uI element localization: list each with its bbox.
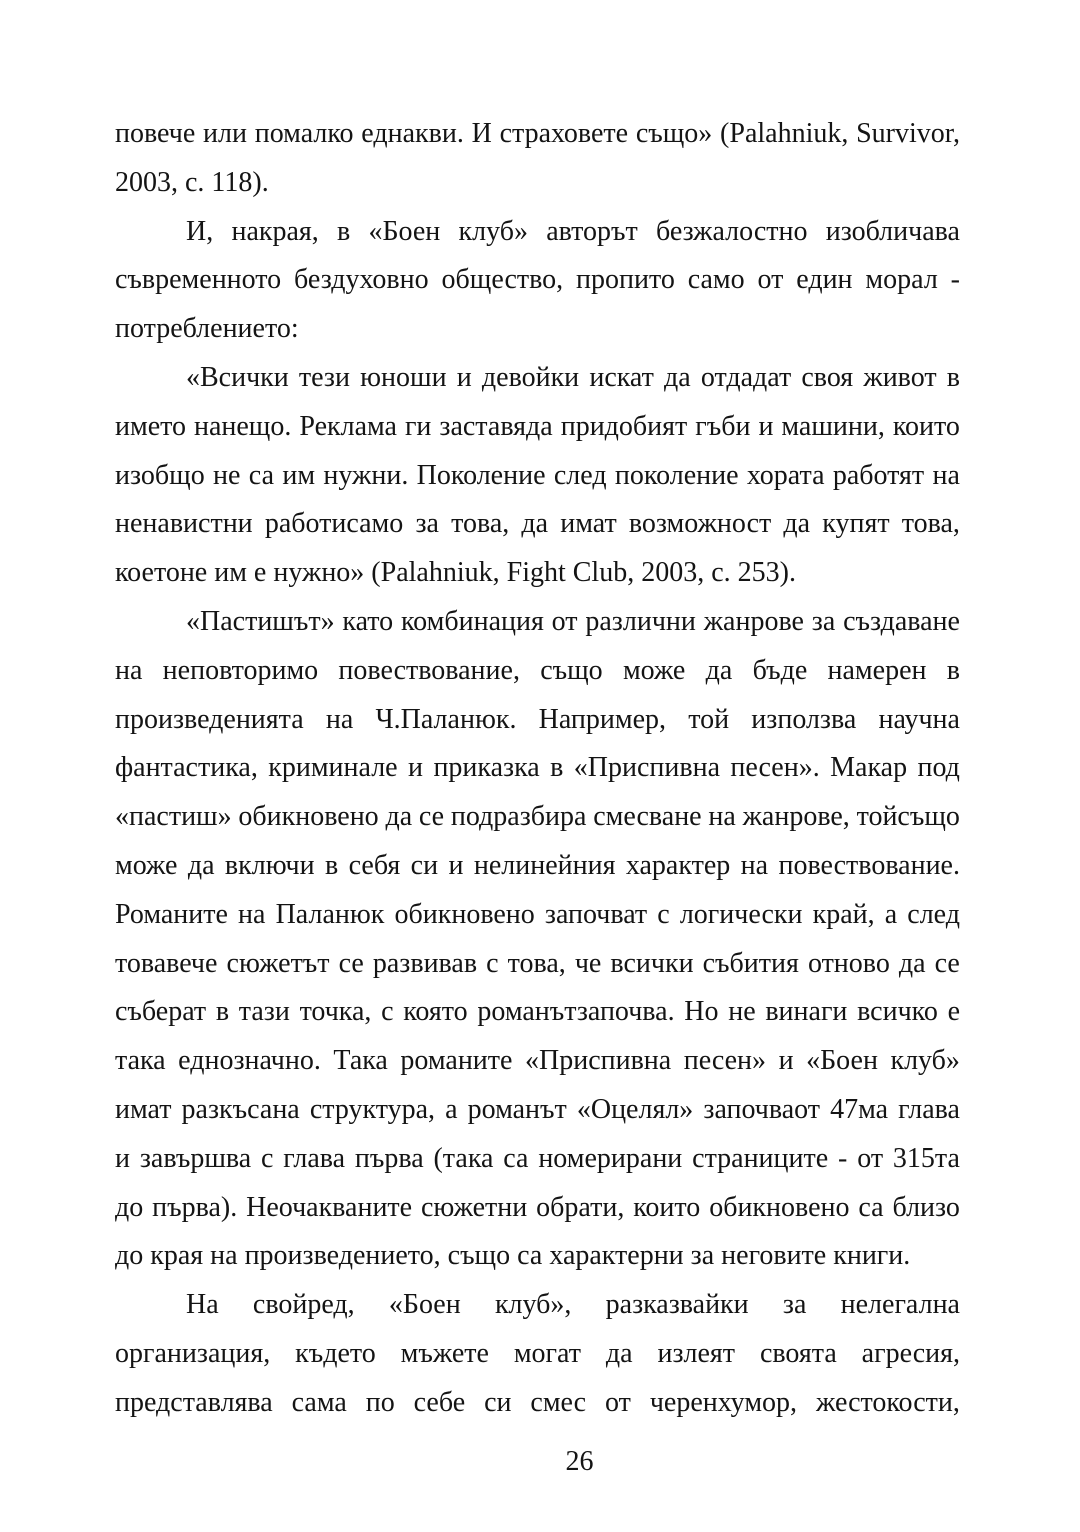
text-line: фантастика, криминале и приказка в «Приспивна песен». Макар под	[115, 752, 960, 784]
text-line: на неповторимо повествование, също може да бъде намерен в	[115, 654, 960, 686]
text-line: товавече сюжетът се развивав с това, че всички събития отново да се	[115, 947, 960, 979]
text-line: «пастиш» обикновено да се подразбира смесване на жанрове, тойсъщо	[115, 801, 960, 833]
text-line: до първа). Неочакваните сюжетни обрати, които обикновено са близо	[115, 1191, 960, 1223]
text-line: И, накрая, в «Боен клуб» авторът безжалостно изобличава	[186, 215, 960, 247]
text-line: «Пастишът» като комбинация от различни жанрове за създаване	[186, 605, 960, 637]
text-line: представлява сама по себе си смес от черенхумор, жестокости,	[115, 1386, 960, 1418]
text-line: съвременното бездуховно общество, пропито само от един морал -	[115, 264, 960, 296]
text-line: потреблението:	[115, 313, 299, 345]
text-line: На свойред, «Боен клуб», разказвайки за нелегална	[186, 1289, 960, 1321]
page-footer	[115, 1438, 960, 1487]
text-line: 2003, с. 118).	[115, 166, 269, 198]
text-line: коетоне им е нужно» (Palahniuk, Fight Club, 2003, с. 253).	[115, 557, 796, 589]
text-line: организация, където мъжете могат да излеят своята агресия,	[115, 1337, 960, 1369]
page-number: 26	[565, 1446, 594, 1477]
text-line: до края на произведението, също са характерни за неговите книги.	[115, 1240, 911, 1272]
text-line: съберат в тази точка, с която романътзапочва. Но не винаги всичко е	[115, 996, 960, 1028]
text-line: изобщо не са им нужни. Поколение след поколение хората работят на	[115, 459, 960, 491]
text-block	[115, 110, 960, 1428]
text-line: името нанещо. Реклама ги заставяда придобият гъби и машини, които	[115, 410, 960, 442]
text-line: ненавистни работисамо за това, да имат возможност да купят това,	[115, 508, 960, 540]
text-line: Романите на Паланюк обикновено започват с логически край, а след	[115, 898, 960, 930]
text-line: повече или помалко еднакви. И страховете също» (Palahniuk, Survivor,	[115, 118, 960, 149]
text-line: «Всички тези юноши и девойки искат да отдадат своя живот в	[186, 361, 960, 393]
text-line: имат разкъсана структура, а романът «Оцелял» започваот 47ма глава	[115, 1093, 960, 1125]
text-line: и завършва с глава първа (така са номерирани страниците - от 315та	[115, 1142, 960, 1174]
text-line: произведенията на Ч.Паланюк. Например, той използва научна	[115, 703, 960, 735]
text-line: може да включи в себя си и нелинейния характер на повествование.	[115, 849, 960, 881]
text-line: така еднозначно. Така романите «Приспивна песен» и «Боен клуб»	[115, 1045, 960, 1077]
